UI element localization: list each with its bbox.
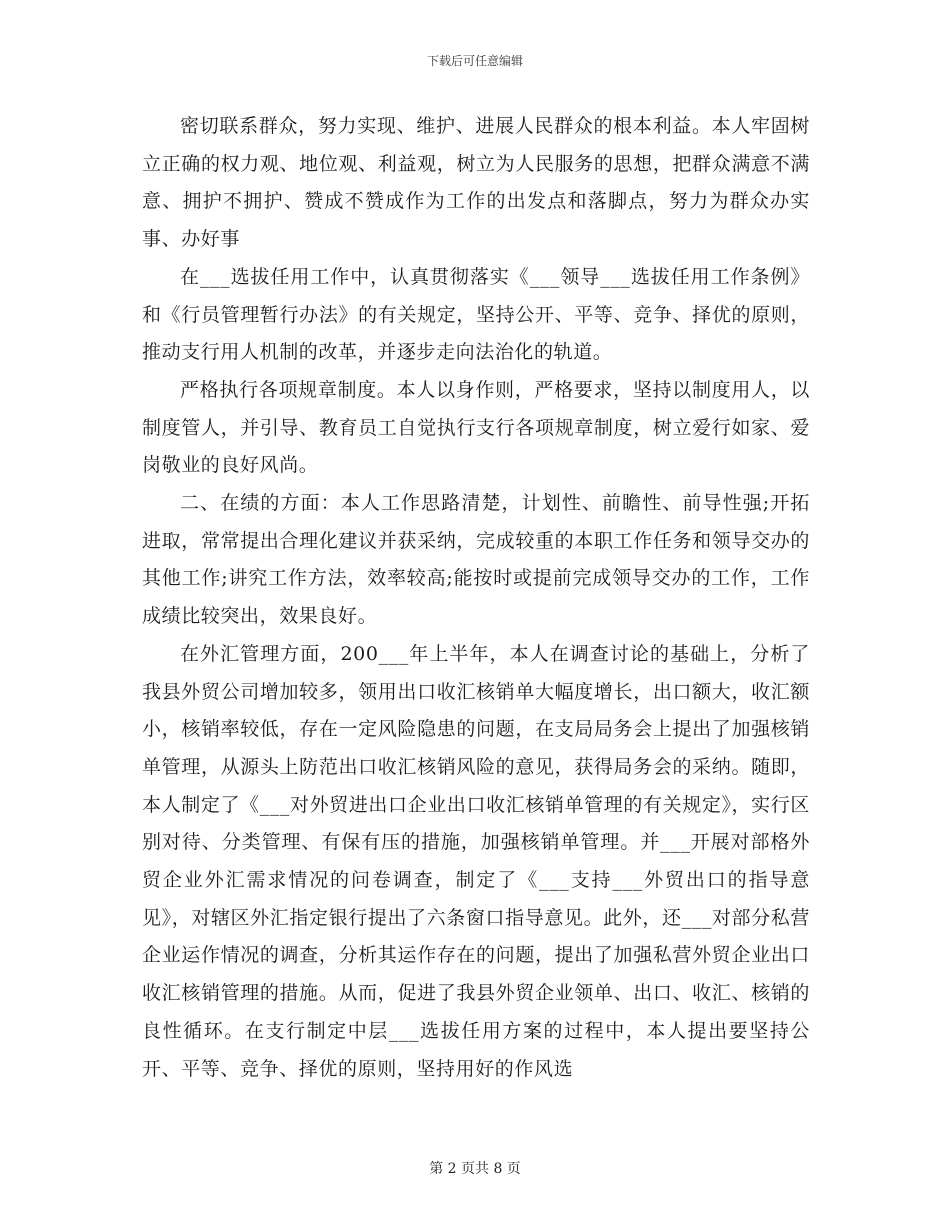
paragraph: 二、在绩的方面：本人工作思路清楚，计划性、前瞻性、前导性强;开拓进取，常常提出合理化建议并获采纳，完成较重的本职工作任务和领导交办的其他工作;讲究工作方法，效率较高;能按时或提前完成领导交办的工作，工作成绩比较突出，效果良好。 (142, 492, 810, 628)
paragraph: 密切联系群众，努力实现、维护、进展人民群众的根本利益。本人牢固树立正确的权力观、地位观、利益观，树立为人民服务的思想，把群众满意不满意、拥护不拥护、赞成不赞成作为工作的出发点和落脚点，努力为群众办实事、办好事 (142, 115, 810, 251)
paragraph: 严格执行各项规章制度。本人以身作则，严格要求，坚持以制度用人，以制度管人，并引导、教育员工自觉执行支行各项规章制度，树立爱行如家、爱岗敬业的良好风尚。 (142, 378, 810, 477)
paragraph: 在外汇管理方面，200___年上半年，本人在调查讨论的基础上，分析了我县外贸公司增加较多，领用出口收汇核销单大幅度增长，出口额大，收汇额小，核销率较低，存在一定风险隐患的问题，在支局局务会上提出了加强核销单管理，从源头上防范出口收汇核销风险的意见，获得局务会的采纳。随即，本人制定了《___对外贸进出口企业出口收汇核销单管理的有关规定》，实行区别对待、分类管理、有保有压的措施，加强核销单管理。并___开展对部格外贸企业外汇需求情况的问卷调查，制定了《___支持___外贸出口的指导意见》，对辖区外汇指定银行提出了六条窗口指导意见。此外，还___对部分私营企业运作情况的调查，分析其运作存在的问题，提出了加强私营外贸企业出口收汇核销管理的措施。从而，促进了我县外贸企业领单、出口、收汇、核销的良性循环。在支行制定中层___选拔任用方案的过程中，本人提出要坚持公开、平等、竞争、择优的原则，坚持用好的作风选 (142, 642, 810, 1080)
page-header: 下载后可任意编辑 (426, 54, 523, 68)
document-body (142, 108, 810, 1088)
paragraph: 在___选拔任用工作中，认真贯彻落实《___领导___选拔任用工作条例》和《行员管理暂行办法》的有关规定，坚持公开、平等、竞争、择优的原则，推动支行用人机制的改革，并逐步走向法治化的轨道。 (142, 265, 810, 364)
page-number: 第 2 页共 8 页 (429, 1161, 521, 1177)
